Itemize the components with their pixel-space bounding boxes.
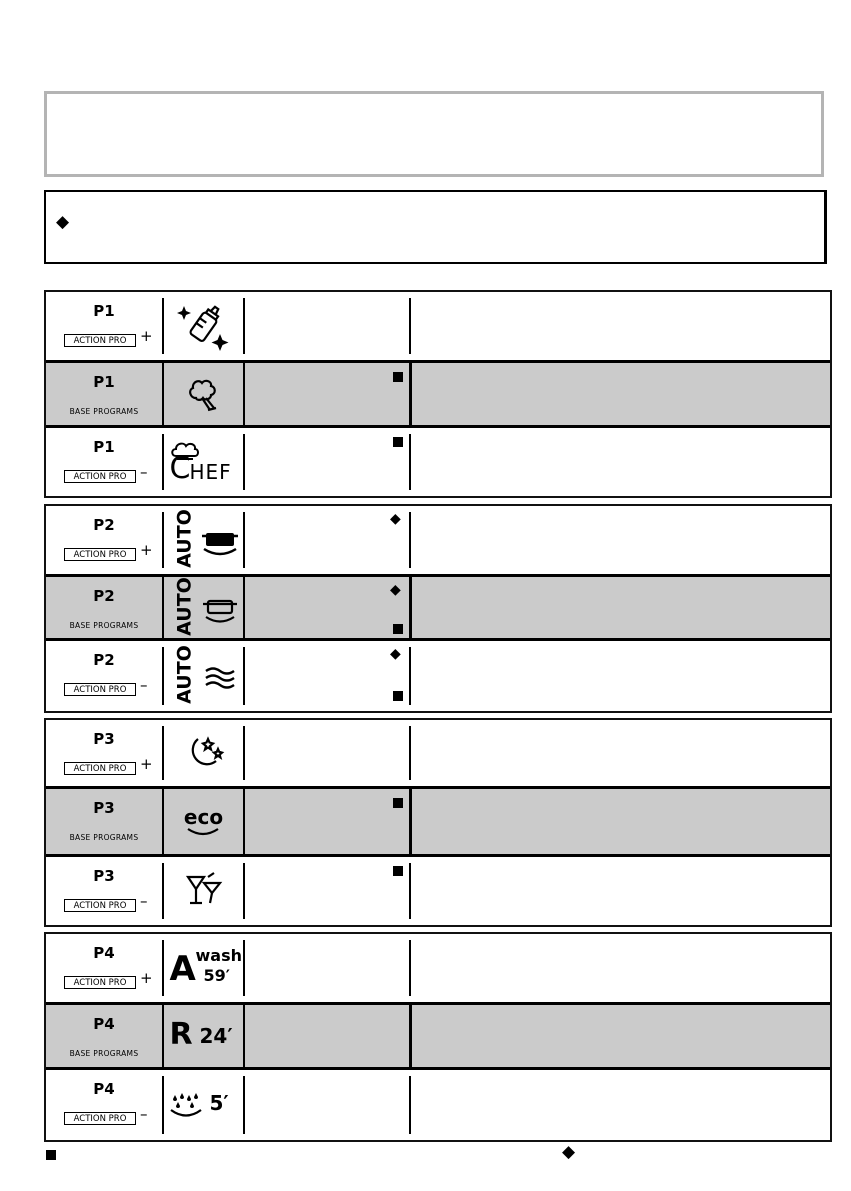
minus-sign: – bbox=[140, 892, 148, 910]
action-pro-button: ACTION PRO bbox=[64, 683, 136, 696]
time-text: 5′ bbox=[209, 1091, 229, 1115]
program-cell bbox=[46, 1070, 162, 1140]
chef-text: HEF bbox=[189, 460, 232, 484]
minus-sign: – bbox=[140, 676, 148, 694]
program-number: P4 bbox=[93, 1015, 115, 1033]
program-group-1 bbox=[44, 290, 832, 498]
square-icon bbox=[393, 691, 403, 701]
divider bbox=[409, 298, 411, 354]
program-row-p3-minus bbox=[46, 857, 830, 925]
divider bbox=[409, 512, 411, 568]
program-row-p1-base bbox=[46, 360, 830, 428]
divider bbox=[409, 1076, 411, 1134]
divider bbox=[243, 940, 245, 996]
action-pro-button: ACTION PRO bbox=[64, 976, 136, 989]
divider bbox=[243, 577, 245, 638]
program-cell bbox=[46, 292, 162, 360]
plus-sign: + bbox=[140, 969, 153, 987]
footer-diamond-icon: ◆ bbox=[562, 1142, 576, 1162]
footer-square-icon bbox=[46, 1150, 56, 1160]
program-row-p2-minus bbox=[46, 641, 830, 711]
base-programs-label: BASE PROGRAMS bbox=[69, 833, 139, 842]
program-number: P2 bbox=[93, 587, 115, 605]
program-row-p2-base bbox=[46, 574, 830, 641]
program-number: P4 bbox=[93, 1080, 115, 1098]
minus-sign: – bbox=[140, 1105, 148, 1123]
program-row-p4-plus bbox=[46, 934, 830, 1002]
a-letter: A bbox=[169, 949, 196, 989]
program-cell bbox=[46, 1005, 162, 1067]
program-number: P3 bbox=[93, 799, 115, 817]
program-row-p2-plus bbox=[46, 506, 830, 574]
program-row-p1-minus bbox=[46, 428, 830, 496]
divider bbox=[409, 577, 412, 638]
diamond-icon: ◆ bbox=[390, 511, 401, 527]
square-icon bbox=[393, 866, 403, 876]
diamond-icon: ◆ bbox=[390, 646, 401, 662]
program-cell bbox=[46, 506, 162, 574]
base-programs-label: BASE PROGRAMS bbox=[69, 621, 139, 630]
program-number: P3 bbox=[93, 867, 115, 885]
program-cell bbox=[46, 428, 162, 496]
action-pro-button: ACTION PRO bbox=[64, 1112, 136, 1125]
program-number: P4 bbox=[93, 944, 115, 962]
divider bbox=[243, 1005, 245, 1067]
program-group-4 bbox=[44, 932, 832, 1142]
plus-sign: + bbox=[140, 755, 153, 773]
plus-sign: + bbox=[140, 541, 153, 559]
action-pro-button: ACTION PRO bbox=[64, 470, 136, 483]
moon-stars-icon bbox=[164, 720, 243, 786]
divider bbox=[243, 1076, 245, 1134]
time-text: 24′ bbox=[199, 1024, 233, 1048]
divider bbox=[409, 789, 412, 854]
divider bbox=[409, 863, 411, 919]
divider bbox=[243, 298, 245, 354]
divider bbox=[409, 1005, 412, 1067]
square-icon bbox=[393, 372, 403, 382]
action-pro-button: ACTION PRO bbox=[64, 899, 136, 912]
program-cell bbox=[46, 789, 162, 854]
header-box bbox=[44, 91, 824, 177]
program-cell bbox=[46, 641, 162, 711]
broccoli-steam-icon bbox=[164, 363, 243, 425]
divider bbox=[409, 726, 411, 780]
divider bbox=[409, 647, 411, 705]
wash-text: wash bbox=[195, 946, 242, 965]
auto-heavy-pot-icon bbox=[164, 506, 243, 574]
action-pro-button: ACTION PRO bbox=[64, 334, 136, 347]
base-programs-label: BASE PROGRAMS bbox=[69, 407, 139, 416]
program-cell bbox=[46, 857, 162, 925]
divider bbox=[409, 434, 411, 490]
program-number: P3 bbox=[93, 730, 115, 748]
divider bbox=[243, 647, 245, 705]
time-text: 59′ bbox=[203, 966, 230, 985]
action-pro-button: ACTION PRO bbox=[64, 548, 136, 561]
eco-icon bbox=[164, 789, 243, 854]
divider bbox=[243, 789, 245, 854]
auto-text: AUTO bbox=[173, 576, 195, 636]
square-icon bbox=[393, 624, 403, 634]
divider bbox=[243, 434, 245, 490]
auto-text: AUTO bbox=[173, 645, 195, 704]
diamond-icon: ◆ bbox=[390, 582, 401, 598]
program-number: P1 bbox=[93, 438, 115, 456]
auto-waves-icon bbox=[164, 641, 243, 711]
action-pro-button: ACTION PRO bbox=[64, 762, 136, 775]
base-programs-label: BASE PROGRAMS bbox=[69, 1049, 139, 1058]
program-row-p4-minus bbox=[46, 1070, 830, 1140]
program-cell bbox=[46, 363, 162, 425]
program-row-p4-base bbox=[46, 1002, 830, 1070]
square-icon bbox=[393, 437, 403, 447]
baby-bottle-sparkle-icon bbox=[164, 292, 243, 360]
program-number: P2 bbox=[93, 516, 115, 534]
program-row-p1-plus bbox=[46, 292, 830, 360]
chef-c: C bbox=[169, 451, 191, 486]
program-cell bbox=[46, 934, 162, 1002]
glasses-icon bbox=[164, 857, 243, 925]
r-24-icon bbox=[164, 1005, 243, 1067]
eco-text: eco bbox=[183, 804, 224, 829]
program-group-3 bbox=[44, 718, 832, 927]
auto-text: AUTO bbox=[173, 509, 195, 568]
program-group-2 bbox=[44, 504, 832, 713]
square-icon bbox=[393, 798, 403, 808]
program-number: P1 bbox=[93, 373, 115, 391]
divider bbox=[243, 363, 245, 425]
divider bbox=[243, 512, 245, 568]
program-number: P2 bbox=[93, 651, 115, 669]
program-number: P1 bbox=[93, 302, 115, 320]
program-row-p3-plus bbox=[46, 720, 830, 786]
divider bbox=[243, 726, 245, 780]
program-row-p3-base bbox=[46, 786, 830, 857]
r-letter: R bbox=[169, 1017, 193, 1052]
program-cell bbox=[46, 720, 162, 786]
note-box bbox=[44, 190, 827, 264]
auto-pot-icon bbox=[164, 577, 243, 638]
a-wash-59-icon bbox=[164, 934, 243, 1002]
rinse-5-icon bbox=[164, 1070, 243, 1140]
program-cell bbox=[46, 577, 162, 638]
diamond-icon: ◆ bbox=[56, 212, 70, 232]
plus-sign: + bbox=[140, 327, 153, 345]
chef-hat-icon bbox=[164, 428, 243, 496]
divider bbox=[409, 363, 412, 425]
divider bbox=[243, 863, 245, 919]
divider bbox=[409, 940, 411, 996]
minus-sign: – bbox=[140, 463, 148, 481]
